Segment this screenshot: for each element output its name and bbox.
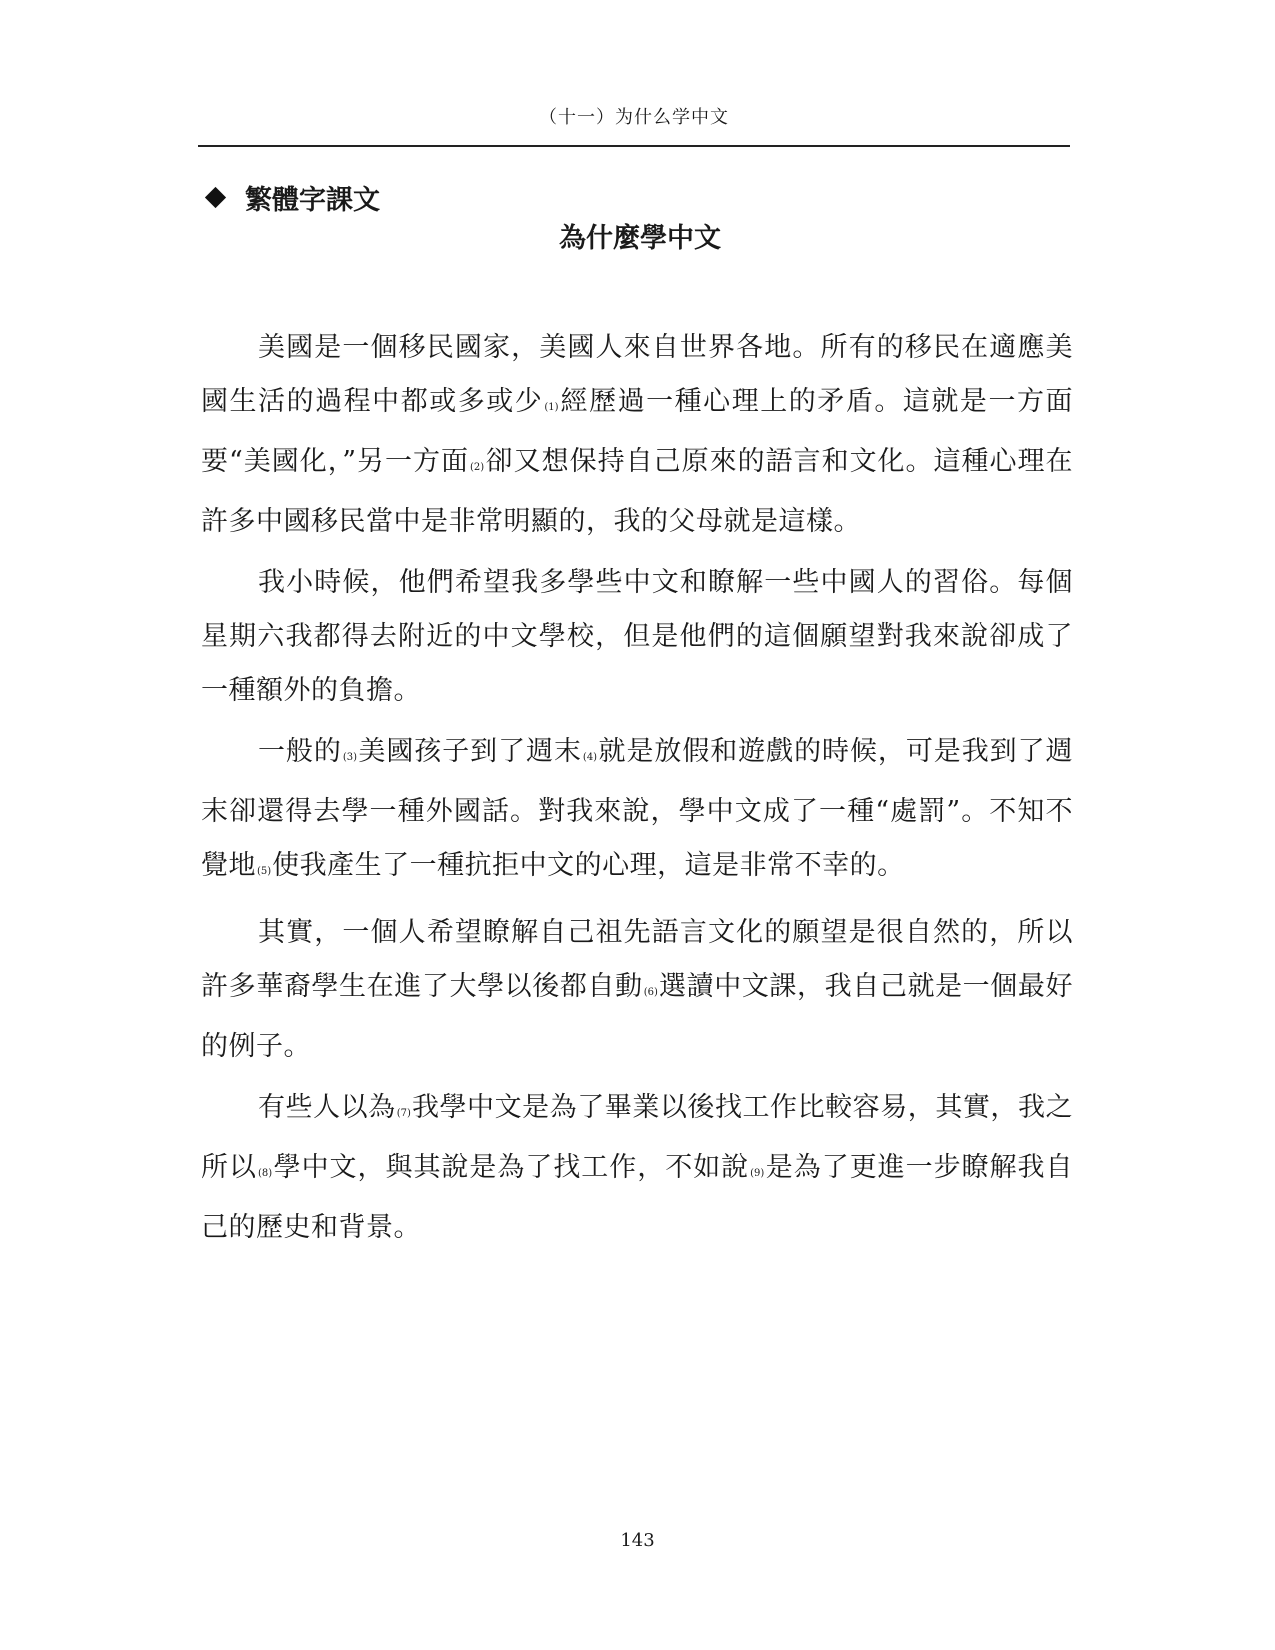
text-run: 是為了更進一步瞭解我自己的歷史和背景。 <box>201 1152 1074 1243</box>
footnote-marker: (1) <box>544 402 559 413</box>
text-run: 有些人以為 <box>258 1092 396 1123</box>
footnote-marker: (6) <box>643 987 658 998</box>
footnote-marker: (9) <box>750 1168 765 1179</box>
lesson-title: 為什麼學中文 <box>559 223 721 254</box>
paragraph <box>201 321 1073 549</box>
paragraph <box>201 1081 1073 1255</box>
footnote-marker: (8) <box>257 1168 273 1179</box>
footnote-marker: (2) <box>470 462 485 473</box>
text-run: 使我產生了一種抗拒中文的心理，這是非常不幸的。 <box>272 850 905 881</box>
footnote-marker: (4) <box>582 752 598 763</box>
text-run: 學中文，與其說是為了找工作，不如說 <box>273 1152 750 1183</box>
section-heading <box>205 178 380 217</box>
section-heading-text: 繁體字課文 <box>245 185 380 216</box>
text-run: 美國孩子到了週末 <box>357 736 582 767</box>
text-run: 一般的 <box>258 736 342 767</box>
page-number: 143 <box>620 1530 655 1551</box>
text-run: 經歷過一種心理上的矛盾。這就是一方面要“美國化，”另一方面 <box>201 386 1074 477</box>
lesson-body <box>201 321 1073 1262</box>
text-run: 卻又想保持自己原來的語言和文化。這種心理在許多中國移民當中是非常明顯的，我的父母就是這樣。 <box>201 446 1074 537</box>
text-run: 美國是一個移民國家，美國人來自世界各地。所有的移民在適應美國生活的過程中都或多或少 <box>201 332 1073 417</box>
footnote-marker: (7) <box>396 1108 411 1119</box>
text-run: 我學中文是為了畢業以後找工作比較容易，其實，我之所以 <box>201 1092 1074 1183</box>
text-run: 就是放假和遊戲的時候，可是我到了週末卻還得去學一種外國話。對我來說，學中文成了一種“處罰”。不知不覺地 <box>201 736 1074 881</box>
diamond-bullet-icon <box>205 187 226 208</box>
paragraph <box>201 725 1073 899</box>
paragraph <box>201 906 1073 1074</box>
running-header: （十一）为什么学中文 <box>539 107 729 128</box>
footnote-marker: (5) <box>257 866 272 877</box>
header-divider <box>198 145 1070 147</box>
text-run: 其實，一個人希望瞭解自己祖先語言文化的願望是很自然的，所以許多華裔學生在進了大學以後都自動 <box>201 917 1073 1002</box>
text-run: 我小時候，他們希望我多學些中文和瞭解一些中國人的習俗。每個星期六我都得去附近的中文學校，但是他們的這個願望對我來說卻成了一種額外的負擔。 <box>201 567 1073 706</box>
paragraph <box>201 556 1073 718</box>
footnote-marker: (3) <box>342 752 357 763</box>
text-run: 選讀中文課，我自己就是一個最好的例子。 <box>201 971 1074 1062</box>
